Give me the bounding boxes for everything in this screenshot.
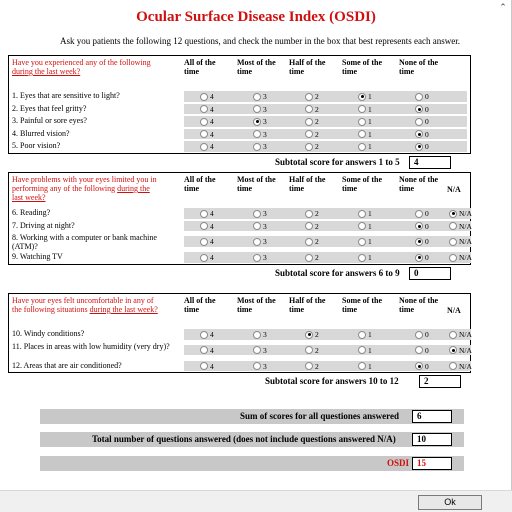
answer-option[interactable]: [253, 105, 267, 114]
answer-option[interactable]: [200, 105, 214, 114]
answer-option[interactable]: [449, 253, 472, 262]
option-value: N/A: [459, 361, 472, 371]
option-value: 2: [315, 221, 319, 231]
prompt-underlined-text: during the last week?: [12, 184, 150, 202]
column-header: Most of the time: [237, 175, 276, 193]
radio-button[interactable]: [200, 93, 208, 101]
column-header: N/A: [447, 306, 461, 315]
question-row: [9, 341, 470, 360]
ok-button[interactable]: Ok: [418, 495, 482, 510]
question-row: [9, 103, 470, 116]
answer-option[interactable]: [200, 330, 214, 339]
sum-label: Sum of scores for all questiones answered: [240, 411, 400, 421]
option-value: 4: [210, 345, 214, 355]
option-value: 1: [368, 221, 372, 231]
radio-button[interactable]: [358, 238, 366, 246]
answer-option[interactable]: [358, 209, 372, 218]
radio-button[interactable]: [449, 210, 457, 218]
option-value: 0: [425, 129, 429, 139]
answer-option[interactable]: [358, 92, 372, 101]
option-value: 4: [210, 221, 214, 231]
radio-button[interactable]: [253, 118, 261, 126]
radio-button[interactable]: [305, 118, 313, 126]
radio-button[interactable]: [305, 105, 313, 113]
option-value: 0: [425, 117, 429, 126]
question-row: [9, 232, 470, 251]
question-text: 5. Poor vision?: [12, 141, 61, 150]
option-value: 1: [368, 253, 372, 262]
answer-option[interactable]: [253, 253, 267, 262]
radio-button[interactable]: [415, 118, 423, 126]
answer-option[interactable]: [449, 237, 472, 246]
option-value: 4: [210, 104, 214, 114]
option-value: 2: [315, 117, 319, 126]
question-row: [9, 140, 470, 153]
subtotal-label: Subtotal score for answers 6 to 9: [275, 267, 400, 278]
column-header: Half of the time: [289, 58, 326, 76]
radio-button[interactable]: [358, 210, 366, 218]
answer-option[interactable]: [253, 237, 267, 246]
total-value-field: 10: [412, 433, 452, 446]
option-value: 1: [368, 237, 372, 246]
question-row: [9, 360, 470, 373]
radio-button[interactable]: [253, 210, 261, 218]
radio-button[interactable]: [449, 254, 457, 262]
radio-button[interactable]: [253, 93, 261, 101]
radio-button[interactable]: [200, 143, 208, 151]
option-value: 0: [425, 345, 429, 355]
radio-button[interactable]: [305, 210, 313, 218]
radio-button[interactable]: [449, 362, 457, 370]
radio-button[interactable]: [449, 238, 457, 246]
answer-cells: [184, 329, 471, 340]
answer-cells: [184, 361, 471, 372]
answer-option[interactable]: [253, 362, 267, 371]
radio-button[interactable]: [415, 130, 423, 138]
scroll-up-icon[interactable]: ⌃: [499, 3, 507, 13]
option-value: 1: [368, 117, 372, 126]
answer-cells: [184, 104, 467, 115]
answer-option[interactable]: [200, 130, 214, 139]
section-header: [9, 173, 470, 207]
radio-button[interactable]: [305, 346, 313, 354]
radio-button[interactable]: [358, 254, 366, 262]
option-value: 2: [315, 345, 319, 355]
question-section-2: [8, 172, 471, 265]
option-value: 2: [315, 237, 319, 246]
question-row: [9, 207, 470, 220]
option-value: 0: [425, 209, 429, 218]
question-row: [9, 128, 470, 141]
radio-button[interactable]: [415, 143, 423, 151]
option-value: 0: [425, 237, 429, 246]
dialog-footer: [0, 490, 512, 512]
answer-option[interactable]: [200, 237, 214, 246]
question-text: 12. Areas that are air conditioned?: [12, 360, 122, 370]
answer-option[interactable]: [200, 117, 214, 126]
radio-button[interactable]: [415, 93, 423, 101]
question-text: 7. Driving at night?: [12, 220, 75, 230]
radio-button[interactable]: [415, 105, 423, 113]
radio-button[interactable]: [415, 238, 423, 246]
option-value: N/A: [459, 209, 472, 218]
radio-button[interactable]: [200, 238, 208, 246]
answer-option[interactable]: [305, 346, 319, 355]
subtotal-label: Subtotal score for answers 1 to 5: [275, 156, 400, 167]
answer-option[interactable]: [200, 92, 214, 101]
answer-option[interactable]: [449, 209, 472, 218]
radio-button[interactable]: [200, 362, 208, 370]
answer-cells: [184, 345, 471, 356]
radio-button[interactable]: [253, 222, 261, 230]
radio-button[interactable]: [415, 362, 423, 370]
section-prompt: [12, 175, 162, 202]
option-value: 2: [315, 104, 319, 114]
answer-cells: [184, 208, 471, 219]
answer-option[interactable]: [200, 209, 214, 218]
option-value: 1: [368, 330, 372, 339]
option-value: 2: [315, 129, 319, 139]
answer-option[interactable]: [415, 117, 429, 126]
answer-cells: [184, 236, 471, 247]
prompt-underlined-text: during the last week?: [12, 67, 81, 76]
option-value: 2: [315, 253, 319, 262]
radio-button[interactable]: [415, 346, 423, 354]
option-value: 0: [425, 92, 429, 101]
section-prompt: [12, 58, 162, 76]
option-value: N/A: [459, 221, 472, 231]
option-value: 0: [425, 253, 429, 262]
answer-option[interactable]: [253, 209, 267, 218]
radio-button[interactable]: [253, 254, 261, 262]
radio-button[interactable]: [449, 331, 457, 339]
question-text: 8. Working with a computer or bank machine (ATM)?: [12, 233, 157, 251]
option-value: 4: [210, 117, 214, 126]
radio-button[interactable]: [305, 362, 313, 370]
answer-option[interactable]: [200, 142, 214, 151]
answer-option[interactable]: [415, 130, 429, 139]
subtotal-value-field: 2: [419, 375, 461, 388]
option-value: 3: [263, 92, 267, 101]
option-value: 3: [263, 361, 267, 371]
radio-button[interactable]: [415, 254, 423, 262]
question-row: [9, 90, 470, 103]
option-value: 3: [263, 142, 267, 151]
answer-option[interactable]: [200, 253, 214, 262]
column-header: None of the time: [399, 58, 439, 76]
option-value: 1: [368, 361, 372, 371]
answer-option[interactable]: [358, 142, 372, 151]
question-text: 4. Blurred vision?: [12, 128, 70, 138]
answer-option[interactable]: [305, 253, 319, 262]
column-header: Half of the time: [289, 175, 326, 193]
radio-button[interactable]: [305, 222, 313, 230]
answer-option[interactable]: [415, 92, 429, 101]
option-value: 1: [368, 129, 372, 139]
answer-option[interactable]: [305, 237, 319, 246]
option-value: 4: [210, 142, 214, 151]
radio-button[interactable]: [305, 331, 313, 339]
answer-option[interactable]: [305, 209, 319, 218]
option-value: 4: [210, 129, 214, 139]
osdi-label: OSDI: [387, 458, 410, 468]
radio-button[interactable]: [358, 118, 366, 126]
column-header: None of the time: [399, 296, 439, 314]
answer-option[interactable]: [415, 253, 429, 262]
subtotal-value-field: 4: [409, 156, 451, 169]
answer-option[interactable]: [253, 222, 267, 231]
answer-option[interactable]: [305, 117, 319, 126]
question-text: 10. Windy conditions?: [12, 329, 85, 338]
column-header: None of the time: [399, 175, 439, 193]
section-prompt: [12, 296, 162, 314]
total-label: Total number of questions answered (does not include questions answered N/A): [92, 434, 396, 444]
question-text: 11. Places in areas with low humidity (very dry)?: [12, 341, 170, 351]
option-value: N/A: [459, 253, 472, 262]
answer-option[interactable]: [253, 142, 267, 151]
answer-option[interactable]: [415, 142, 429, 151]
radio-button[interactable]: [200, 254, 208, 262]
total-bar: [40, 432, 464, 447]
option-value: 3: [263, 129, 267, 139]
option-value: 4: [210, 330, 214, 339]
answer-option[interactable]: [415, 237, 429, 246]
radio-button[interactable]: [253, 130, 261, 138]
option-value: 4: [210, 361, 214, 371]
answer-option[interactable]: [415, 330, 429, 339]
radio-button[interactable]: [358, 222, 366, 230]
instructions: Ask you patients the following 12 questions, and check the number in the box that best represents each answer.: [60, 36, 460, 46]
radio-button[interactable]: [253, 346, 261, 354]
answer-option[interactable]: [200, 362, 214, 371]
radio-button[interactable]: [415, 210, 423, 218]
option-value: 0: [425, 142, 429, 151]
question-text: 6. Reading?: [12, 208, 51, 217]
answer-option[interactable]: [305, 142, 319, 151]
question-text: 9. Watching TV: [12, 252, 63, 261]
answer-option[interactable]: [415, 222, 429, 231]
option-value: 4: [210, 237, 214, 246]
radio-button[interactable]: [358, 362, 366, 370]
radio-button[interactable]: [253, 362, 261, 370]
option-value: N/A: [459, 237, 472, 246]
radio-button[interactable]: [415, 222, 423, 230]
answer-option[interactable]: [358, 237, 372, 246]
question-text: 1. Eyes that are sensitive to light?: [12, 91, 120, 100]
sum-value-field: 6: [412, 410, 452, 423]
answer-option[interactable]: [305, 330, 319, 339]
option-value: 4: [210, 92, 214, 101]
osdi-bar: [40, 456, 464, 471]
radio-button[interactable]: [253, 143, 261, 151]
column-header: Most of the time: [237, 58, 276, 76]
answer-option[interactable]: [305, 222, 319, 231]
option-value: N/A: [459, 345, 472, 355]
radio-button[interactable]: [358, 346, 366, 354]
answer-option[interactable]: [415, 346, 429, 355]
option-value: 2: [315, 92, 319, 101]
answer-option[interactable]: [305, 92, 319, 101]
radio-button[interactable]: [253, 105, 261, 113]
radio-button[interactable]: [200, 331, 208, 339]
answer-option[interactable]: [253, 92, 267, 101]
answer-option[interactable]: [415, 105, 429, 114]
answer-cells: [184, 129, 467, 140]
option-value: 1: [368, 92, 372, 101]
answer-option[interactable]: [449, 362, 472, 371]
column-header: Most of the time: [237, 296, 276, 314]
option-value: 1: [368, 142, 372, 151]
answer-option[interactable]: [358, 330, 372, 339]
prompt-underlined-text: during the last week?: [89, 305, 158, 314]
column-header: Half of the time: [289, 296, 326, 314]
answer-option[interactable]: [358, 130, 372, 139]
option-value: 3: [263, 330, 267, 339]
answer-option[interactable]: [200, 346, 214, 355]
answer-option[interactable]: [253, 330, 267, 339]
radio-button[interactable]: [200, 210, 208, 218]
section-header: [9, 56, 470, 90]
option-value: N/A: [459, 330, 472, 339]
radio-button[interactable]: [305, 254, 313, 262]
radio-button[interactable]: [253, 238, 261, 246]
prompt-text: Have problems with your eyes limited you in performing any of the following: [12, 175, 157, 193]
option-value: 0: [425, 104, 429, 114]
answer-option[interactable]: [253, 130, 267, 139]
option-value: 1: [368, 345, 372, 355]
radio-button[interactable]: [358, 143, 366, 151]
answer-option[interactable]: [358, 362, 372, 371]
radio-button[interactable]: [305, 143, 313, 151]
answer-option[interactable]: [358, 105, 372, 114]
subtotal-value-field: 0: [409, 267, 451, 280]
answer-cells: [184, 91, 467, 102]
option-value: 0: [425, 361, 429, 371]
radio-button[interactable]: [200, 346, 208, 354]
answer-option[interactable]: [358, 222, 372, 231]
column-header: N/A: [447, 185, 461, 194]
answer-option[interactable]: [253, 117, 267, 126]
radio-button[interactable]: [305, 238, 313, 246]
answer-option[interactable]: [449, 346, 472, 355]
radio-button[interactable]: [200, 130, 208, 138]
radio-button[interactable]: [200, 222, 208, 230]
option-value: 4: [210, 209, 214, 218]
radio-button[interactable]: [305, 130, 313, 138]
radio-button[interactable]: [200, 105, 208, 113]
option-value: 2: [315, 209, 319, 218]
option-value: 3: [263, 117, 267, 126]
option-value: 1: [368, 104, 372, 114]
answer-option[interactable]: [415, 362, 429, 371]
column-header: All of the time: [184, 175, 216, 193]
osdi-value-field: 15: [412, 457, 452, 470]
question-row: [9, 251, 470, 264]
radio-button[interactable]: [358, 105, 366, 113]
subtotal-label: Subtotal score for answers 10 to 12: [265, 376, 399, 386]
option-value: 3: [263, 237, 267, 246]
column-header: Some of the time: [342, 58, 382, 76]
answer-option[interactable]: [253, 346, 267, 355]
answer-cells: [184, 116, 467, 127]
radio-button[interactable]: [253, 331, 261, 339]
option-value: 3: [263, 104, 267, 114]
radio-button[interactable]: [200, 118, 208, 126]
option-value: 0: [425, 330, 429, 339]
answer-option[interactable]: [358, 346, 372, 355]
option-value: 2: [315, 361, 319, 371]
answer-option[interactable]: [305, 130, 319, 139]
question-row: [9, 328, 470, 341]
answer-cells: [184, 252, 471, 263]
question-row: [9, 220, 470, 233]
answer-option[interactable]: [358, 253, 372, 262]
page-title: Ocular Surface Disease Index (OSDI): [136, 9, 376, 25]
sum-bar: [40, 409, 464, 424]
answer-cells: [184, 141, 467, 152]
column-header: Some of the time: [342, 296, 382, 314]
column-header: All of the time: [184, 296, 216, 314]
section-header: [9, 294, 470, 328]
answer-option[interactable]: [200, 222, 214, 231]
column-header: Some of the time: [342, 175, 382, 193]
answer-option[interactable]: [449, 222, 472, 231]
prompt-text: Have you experienced any of the following: [12, 58, 151, 67]
option-value: 4: [210, 253, 214, 262]
question-section-3: [8, 293, 471, 373]
option-value: 0: [425, 221, 429, 231]
radio-button[interactable]: [449, 346, 457, 354]
answer-option[interactable]: [358, 117, 372, 126]
question-text: 3. Painful or sore eyes?: [12, 116, 87, 125]
question-text: 2. Eyes that feel gritty?: [12, 103, 87, 113]
answer-option[interactable]: [305, 105, 319, 114]
radio-button[interactable]: [449, 222, 457, 230]
answer-option[interactable]: [415, 209, 429, 218]
option-value: 2: [315, 142, 319, 151]
question-row: [9, 115, 470, 128]
question-section-1: [8, 55, 471, 154]
prompt-text: Have your eyes felt uncomfortable in any of the following situations: [12, 296, 154, 314]
option-value: 3: [263, 209, 267, 218]
radio-button[interactable]: [305, 93, 313, 101]
option-value: 2: [315, 330, 319, 339]
option-value: 1: [368, 209, 372, 218]
radio-button[interactable]: [358, 93, 366, 101]
column-header: All of the time: [184, 58, 216, 76]
option-value: 3: [263, 345, 267, 355]
radio-button[interactable]: [358, 130, 366, 138]
radio-button[interactable]: [358, 331, 366, 339]
answer-option[interactable]: [305, 362, 319, 371]
option-value: 3: [263, 253, 267, 262]
answer-option[interactable]: [449, 330, 472, 339]
radio-button[interactable]: [415, 331, 423, 339]
option-value: 3: [263, 221, 267, 231]
answer-cells: [184, 221, 471, 232]
